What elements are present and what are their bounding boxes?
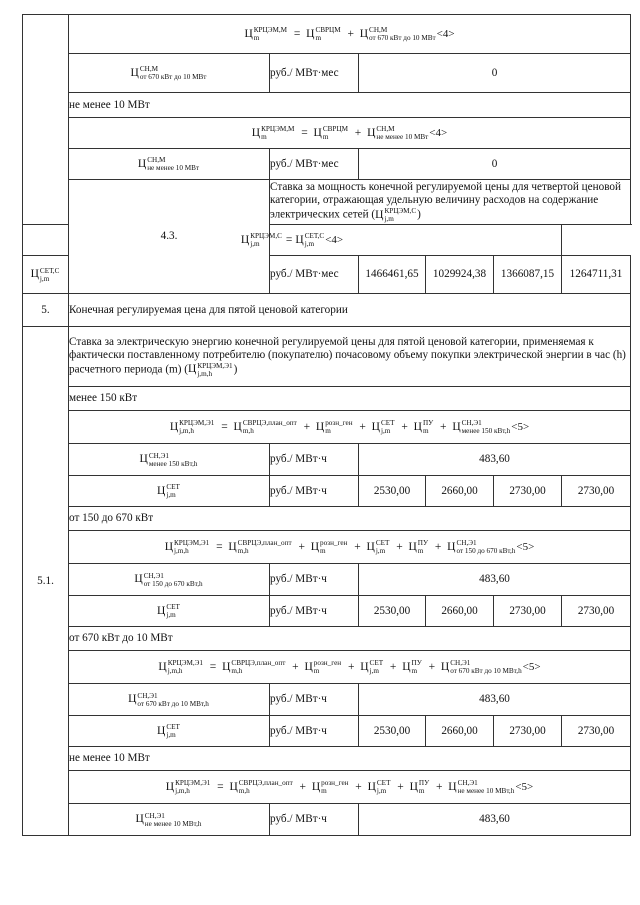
- formula-krcem-c: Ц КРЦЭМ,С j,m = Ц СЕТ,С j,m <4>: [23, 225, 562, 256]
- value-set-c-1: 1466461,65: [359, 256, 426, 294]
- label-set-lt150: Ц СЕТ j,m: [69, 476, 270, 507]
- formula-e1-670-10: Ц КРЦЭМ,Э1 j,m,h = Ц СВРЦЭ,план_опт m,h + Ц розн_ген m + Ц СЕТ j,m + Ц ПУ m + Ц СН,Э1 от 670 кВт до 10 МВт,h <5>: [69, 651, 631, 684]
- unit-cell: руб./ МВт·мес: [270, 149, 359, 180]
- section-number-5: 5.: [23, 294, 69, 327]
- label-set-c: Ц СЕТ,С j,m: [23, 256, 69, 294]
- value-sne1-670-10: 483,60: [359, 684, 631, 716]
- formula-krcem-m-670-10: Ц КРЦЭМ,М m = Ц СВРЦМ m + Ц СН,М от 670 кВт до 10 МВт <4>: [69, 15, 631, 54]
- unit-cell: руб./ МВт·ч: [270, 564, 359, 596]
- value-sne1-150-670: 483,60: [359, 564, 631, 596]
- value-set-150-670-2: 2660,00: [426, 596, 494, 627]
- value-set-lt150-4: 2730,00: [562, 476, 631, 507]
- section-4-3-text: Ставка за мощность конечной регулируемой цены для четвертой ценовой категории, отражающая удельную величину расходов на содержание электрических сетей (Ц КРЦЭМ,С j,m ): [270, 180, 631, 225]
- value-set-150-670-3: 2730,00: [494, 596, 562, 627]
- group-label-670-10: от 670 кВт до 10 МВт: [69, 627, 631, 651]
- value-snm-670-10: 0: [359, 54, 631, 93]
- value-sne1-lt150: 483,60: [359, 444, 631, 476]
- unit-cell: руб./ МВт·ч: [270, 444, 359, 476]
- value-set-lt150-1: 2530,00: [359, 476, 426, 507]
- group-label-lt150: менее 150 кВт: [69, 387, 631, 411]
- unit-cell: руб./ МВт·мес: [270, 54, 359, 93]
- value-set-c-4: 1264711,31: [562, 256, 631, 294]
- value-sne1-min10: 483,60: [359, 804, 631, 836]
- unit-cell: руб./ МВт·ч: [270, 684, 359, 716]
- tariff-table: [22, 14, 631, 836]
- value-set-lt150-2: 2660,00: [426, 476, 494, 507]
- tariff-table-page: [22, 14, 630, 836]
- unit-cell: руб./ МВт·мес: [270, 256, 359, 294]
- label-sne1-min10: Ц СН,Э1 не менее 10 МВт,h: [69, 804, 270, 836]
- unit-cell: руб./ МВт·ч: [270, 716, 359, 747]
- number-cell-blank: [23, 15, 69, 225]
- group-label-150-670: от 150 до 670 кВт: [69, 507, 631, 531]
- label-set-150-670: Ц СЕТ j,m: [69, 596, 270, 627]
- value-set-670-10-1: 2530,00: [359, 716, 426, 747]
- section-5-text: Конечная регулируемая цена для пятой ценовой категории: [69, 294, 631, 327]
- value-set-150-670-1: 2530,00: [359, 596, 426, 627]
- label-sne1-lt150: Ц СН,Э1 менее 150 кВт,h: [69, 444, 270, 476]
- section-number-4-3: 4.3.: [69, 180, 270, 294]
- unit-cell: руб./ МВт·ч: [270, 596, 359, 627]
- value-set-c-2: 1029924,38: [426, 256, 494, 294]
- unit-cell: руб./ МВт·ч: [270, 804, 359, 836]
- value-set-lt150-3: 2730,00: [494, 476, 562, 507]
- formula-e1-min10: Ц КРЦЭМ,Э1 j,m,h = Ц СВРЦЭ,план_опт m,h + Ц розн_ген m + Ц СЕТ j,m + Ц ПУ m + Ц СН,Э1 не менее 10 МВт,h <5>: [69, 771, 631, 804]
- label-sne1-150-670: Ц СН,Э1 от 150 до 670 кВт,h: [69, 564, 270, 596]
- unit-cell: руб./ МВт·ч: [270, 476, 359, 507]
- formula-e1-150-670: Ц КРЦЭМ,Э1 j,m,h = Ц СВРЦЭ,план_опт m,h + Ц розн_ген m + Ц СЕТ j,m + Ц ПУ m + Ц СН,Э1 от 150 до 670 кВт,h <5>: [69, 531, 631, 564]
- value-set-670-10-2: 2660,00: [426, 716, 494, 747]
- group-label-min10: не менее 10 МВт: [69, 93, 631, 118]
- section-5-1-text: Ставка за электрическую энергию конечной регулируемой цены для пятой ценовой категории, применяемая к фактически поставленному потребителю (покупателю) почасовому объему покупки электрической энергии в час (h) расчетного периода (m) (Ц КРЦЭМ,Э1 j,m,h ): [69, 327, 631, 387]
- group-label-min10-b: не менее 10 МВт: [69, 747, 631, 771]
- label-snm-670-10: Ц СН,М от 670 кВт до 10 МВт: [69, 54, 270, 93]
- value-set-670-10-4: 2730,00: [562, 716, 631, 747]
- label-sne1-670-10: Ц СН,Э1 от 670 кВт до 10 МВт,h: [69, 684, 270, 716]
- value-set-c-3: 1366087,15: [494, 256, 562, 294]
- value-set-670-10-3: 2730,00: [494, 716, 562, 747]
- section-number-5-1: 5.1.: [23, 327, 69, 836]
- formula-e1-lt150: Ц КРЦЭМ,Э1 j,m,h = Ц СВРЦЭ,план_опт m,h + Ц розн_ген m + Ц СЕТ j,m + Ц ПУ m + Ц СН,Э1 менее 150 кВт,h <5>: [69, 411, 631, 444]
- value-set-150-670-4: 2730,00: [562, 596, 631, 627]
- formula-krcem-m-min10: Ц КРЦЭМ,М m = Ц СВРЦМ m + Ц СН,М не менее 10 МВт <4>: [69, 118, 631, 149]
- label-snm-min10: Ц СН,М не менее 10 МВт: [69, 149, 270, 180]
- label-set-670-10: Ц СЕТ j,m: [69, 716, 270, 747]
- value-snm-min10: 0: [359, 149, 631, 180]
